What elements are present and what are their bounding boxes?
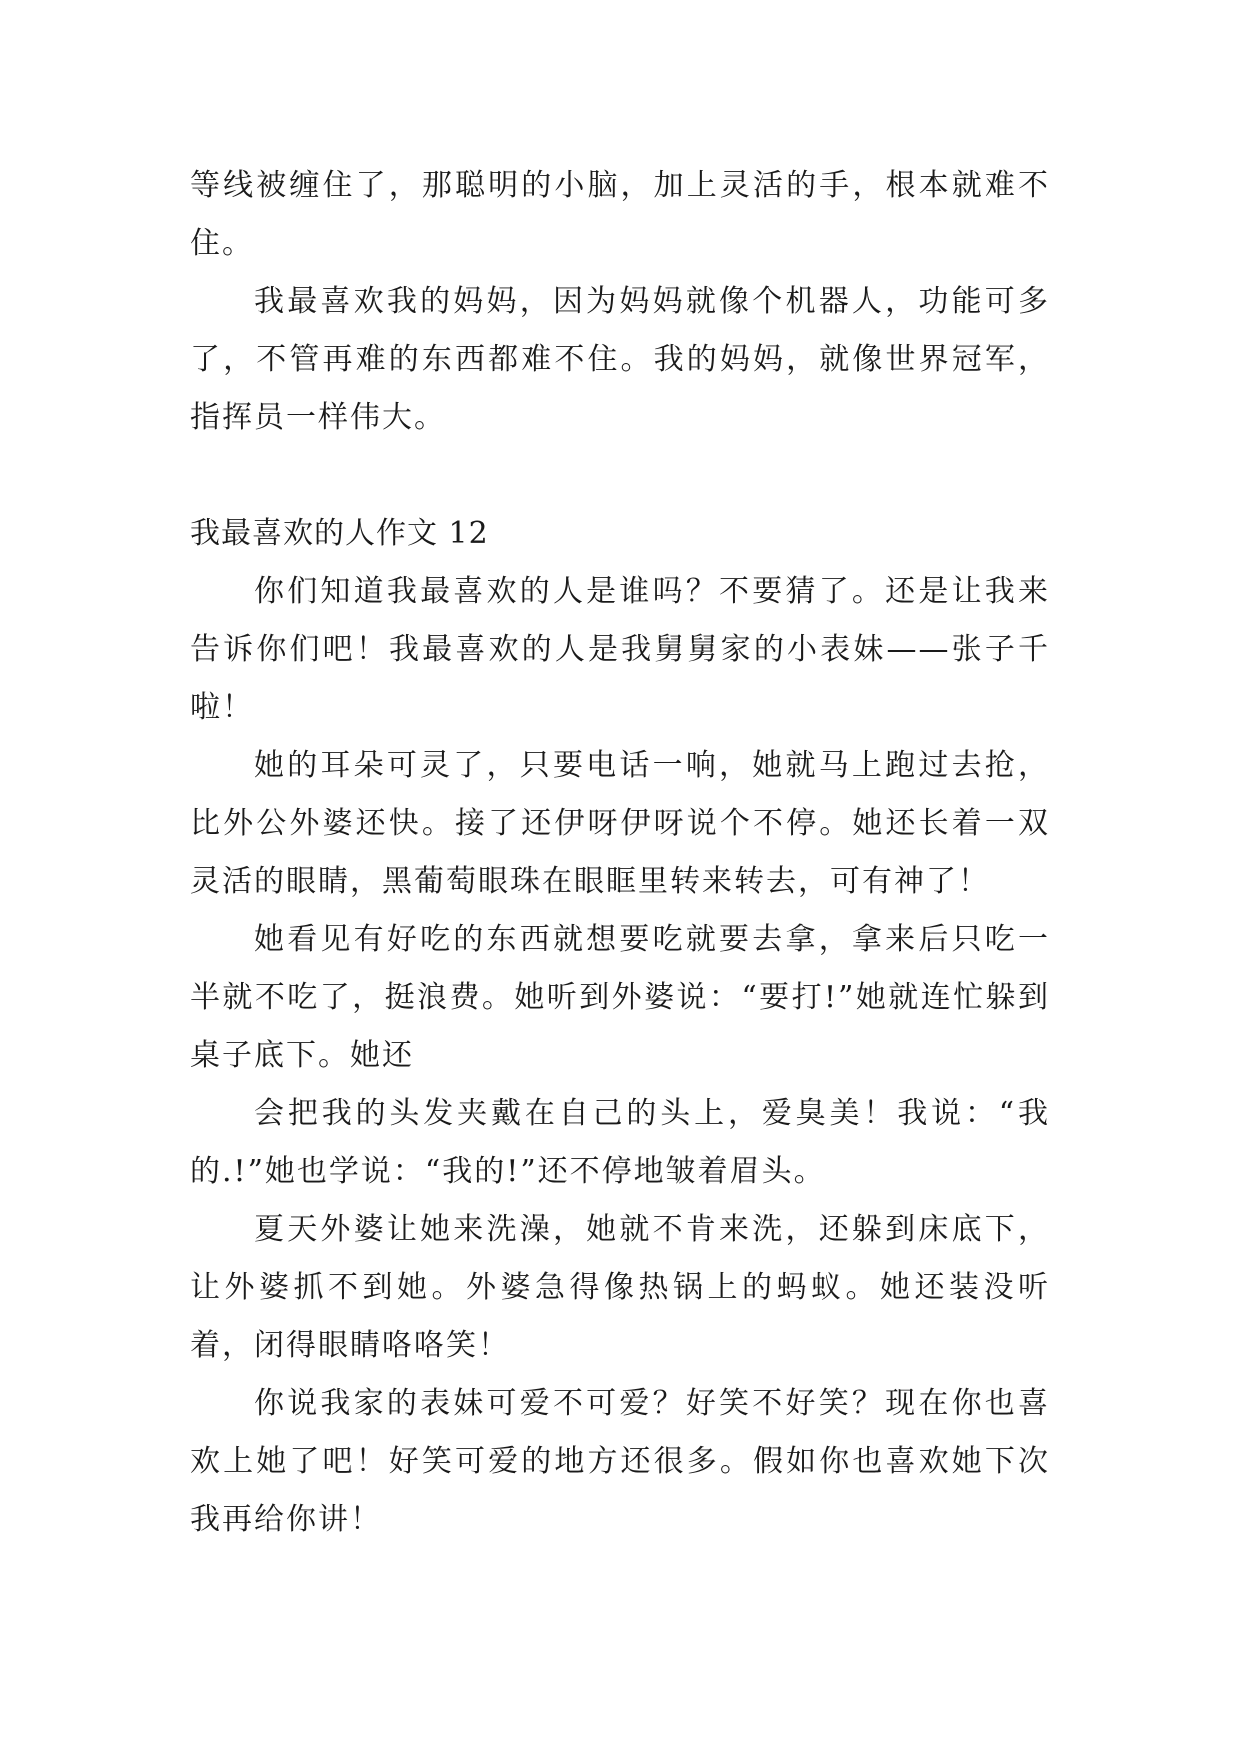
paragraph: 等线被缠住了，那聪明的小脑，加上灵活的手，根本就难不住。 <box>190 168 1050 261</box>
continued-text-section <box>190 157 1050 447</box>
paragraph: 她看见有好吃的东西就想要吃就要去拿，拿来后只吃一半就不吃了，挺浪费。她听到外婆说：“要打!”她就连忙躲到桌子底下。她还 <box>190 922 1050 1073</box>
essay-title: 我最喜欢的人作文 12 <box>190 516 489 551</box>
paragraph: 我最喜欢我的妈妈，因为妈妈就像个机器人，功能可多了，不管再难的东西都难不住。我的妈妈，就像世界冠军，指挥员一样伟大。 <box>190 284 1050 435</box>
paragraph: 会把我的头发夹戴在自己的头上，爱臭美！我说：“我的.!”她也学说：“我的!”还不停地皱着眉头。 <box>190 1096 1050 1189</box>
paragraph: 你们知道我最喜欢的人是谁吗？不要猜了。还是让我来告诉你们吧！我最喜欢的人是我舅舅家的小表妹——张子千啦！ <box>190 574 1050 725</box>
paragraph: 你说我家的表妹可爱不可爱？好笑不好笑？现在你也喜欢上她了吧！好笑可爱的地方还很多。假如你也喜欢她下次我再给你讲！ <box>190 1386 1050 1537</box>
paragraph: 夏天外婆让她来洗澡，她就不肯来洗，还躲到床底下，让外婆抓不到她。外婆急得像热锅上的蚂蚁。她还装没听着，闭得眼睛咯咯笑！ <box>190 1212 1050 1363</box>
essay-section <box>190 505 1050 1549</box>
paragraph: 她的耳朵可灵了，只要电话一响，她就马上跑过去抢，比外公外婆还快。接了还伊呀伊呀说个不停。她还长着一双灵活的眼睛，黑葡萄眼珠在眼眶里转来转去，可有神了！ <box>190 748 1050 899</box>
